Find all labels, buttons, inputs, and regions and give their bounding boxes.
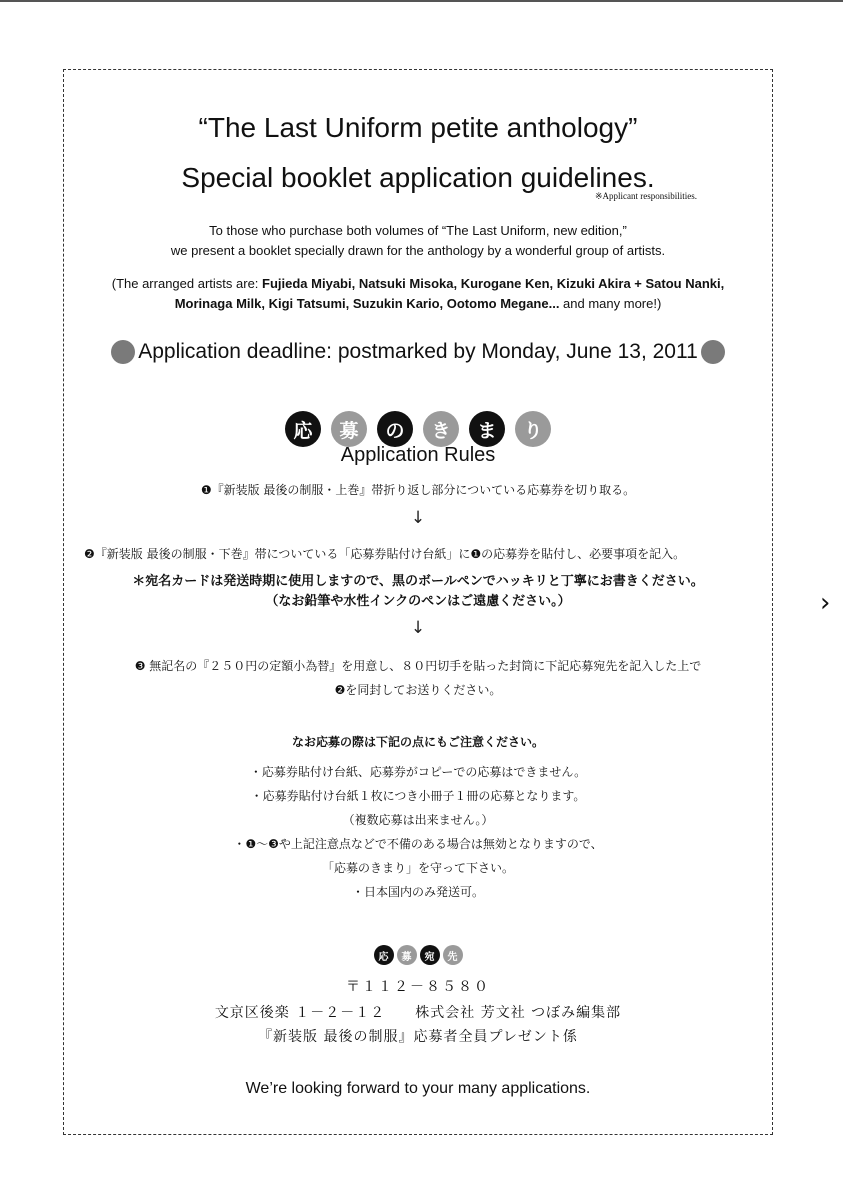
artists-names-line-1: Fujieda Miyabi, Natsuki Misoka, Kurogane Ken, Kizuki Akira + Satou Nanki, — [262, 276, 725, 291]
heading-char-circle: 募 — [331, 411, 367, 447]
down-arrow-icon: ↓ — [410, 618, 426, 638]
intro-line-1: To those who purchase both volumes of “The Last Uniform, new edition,” — [209, 223, 627, 238]
step-3 — [63, 654, 773, 702]
heading-char-circle: り — [515, 411, 551, 447]
caution-item: ・応募券貼付け台紙１枚につき小冊子１冊の応募となります。 — [250, 789, 586, 803]
postal-code: 〒１１２－８５８０ — [346, 979, 490, 995]
step-2: ❷『新装版 最後の制服・下巻』帯についている「応募券貼付け台紙」に❶の応募券を貼付し、必要事項を記入。 — [84, 547, 686, 561]
artists-suffix: and many more!) — [559, 296, 662, 311]
caution-item: 「応募のきまり」を守って下さい。 — [321, 861, 514, 875]
rules-heading-en: Application Rules — [340, 444, 496, 466]
heading-char-circle: の — [377, 411, 413, 447]
caution-list — [63, 760, 773, 904]
heading-char-circle: 応 — [285, 411, 321, 447]
title-line-1: “The Last Uniform petite anthology” — [198, 112, 638, 143]
intro-line-2: we present a booklet specially drawn for the anthology by a wonderful group of artists. — [170, 243, 666, 258]
rules-heading-jp — [63, 411, 773, 447]
deadline-text: Application deadline: postmarked by Monday, June 13, 2011 — [138, 340, 698, 363]
caution-item: ・日本国内のみ発送可。 — [351, 885, 484, 899]
note-line-1: ＊宛名カードは発送時期に使用しますので、黒のボールペンでハッキリと丁寧にお書きください。 — [132, 574, 704, 589]
top-border-line — [0, 0, 843, 2]
next-page-chevron-icon[interactable]: › — [820, 588, 831, 618]
artists-names-line-2: Morinaga Milk, Kigi Tatsumi, Suzukin Kario, Ootomo Megane... — [174, 296, 560, 311]
address-line-1: 文京区後楽 １－２－１２ 株式会社 芳文社 つぼみ編集部 — [214, 1005, 622, 1021]
intro-text — [63, 221, 773, 261]
address-heading-jp — [63, 945, 773, 965]
address-char-circle: 宛 — [420, 945, 440, 965]
heading-char-circle: ま — [469, 411, 505, 447]
caution-item: ・❶～❸や上記注意点などで不備のある場合は無効となりますので、 — [233, 837, 603, 851]
step-3-line-1: ❸ 無記名の『２５０円の定額小為替』を用意し、８０円切手を貼った封筒に下記応募宛先を記入した上で — [134, 659, 702, 673]
artists-list — [63, 274, 773, 314]
note — [63, 572, 773, 612]
gray-dot-icon — [111, 340, 135, 364]
artists-prefix: (The arranged artists are: — [111, 276, 263, 291]
title-line-2: Special booklet application guidelines. — [181, 162, 655, 193]
deadline-row — [63, 340, 773, 364]
heading-char-circle: き — [423, 411, 459, 447]
address-char-circle: 募 — [397, 945, 417, 965]
caution-item: （複数応募は出来ません。） — [342, 813, 494, 827]
address-line-2: 『新装版 最後の制服』応募者全員プレゼント係 — [258, 1029, 578, 1045]
closing-text: We’re looking forward to your many applications. — [245, 1080, 591, 1097]
step-3-line-2: ❷を同封してお送りください。 — [334, 683, 502, 697]
responsibility-note: ※Applicant responsibilities. — [595, 191, 698, 201]
note-line-2: （なお鉛筆や水性インクのペンはご遠慮ください。） — [265, 594, 571, 609]
gray-dot-icon — [701, 340, 725, 364]
address-block — [63, 1001, 773, 1049]
caution-heading: なお応募の際は下記の点にもご注意ください。 — [291, 735, 544, 749]
down-arrow-icon: ↓ — [410, 508, 426, 528]
step-1: ❶『新装版 最後の制服・上巻』帯折り返し部分についている応募券を切り取る。 — [200, 483, 636, 497]
caution-item: ・応募券貼付け台紙、応募券がコピーでの応募はできません。 — [249, 765, 587, 779]
address-char-circle: 先 — [443, 945, 463, 965]
address-char-circle: 応 — [374, 945, 394, 965]
